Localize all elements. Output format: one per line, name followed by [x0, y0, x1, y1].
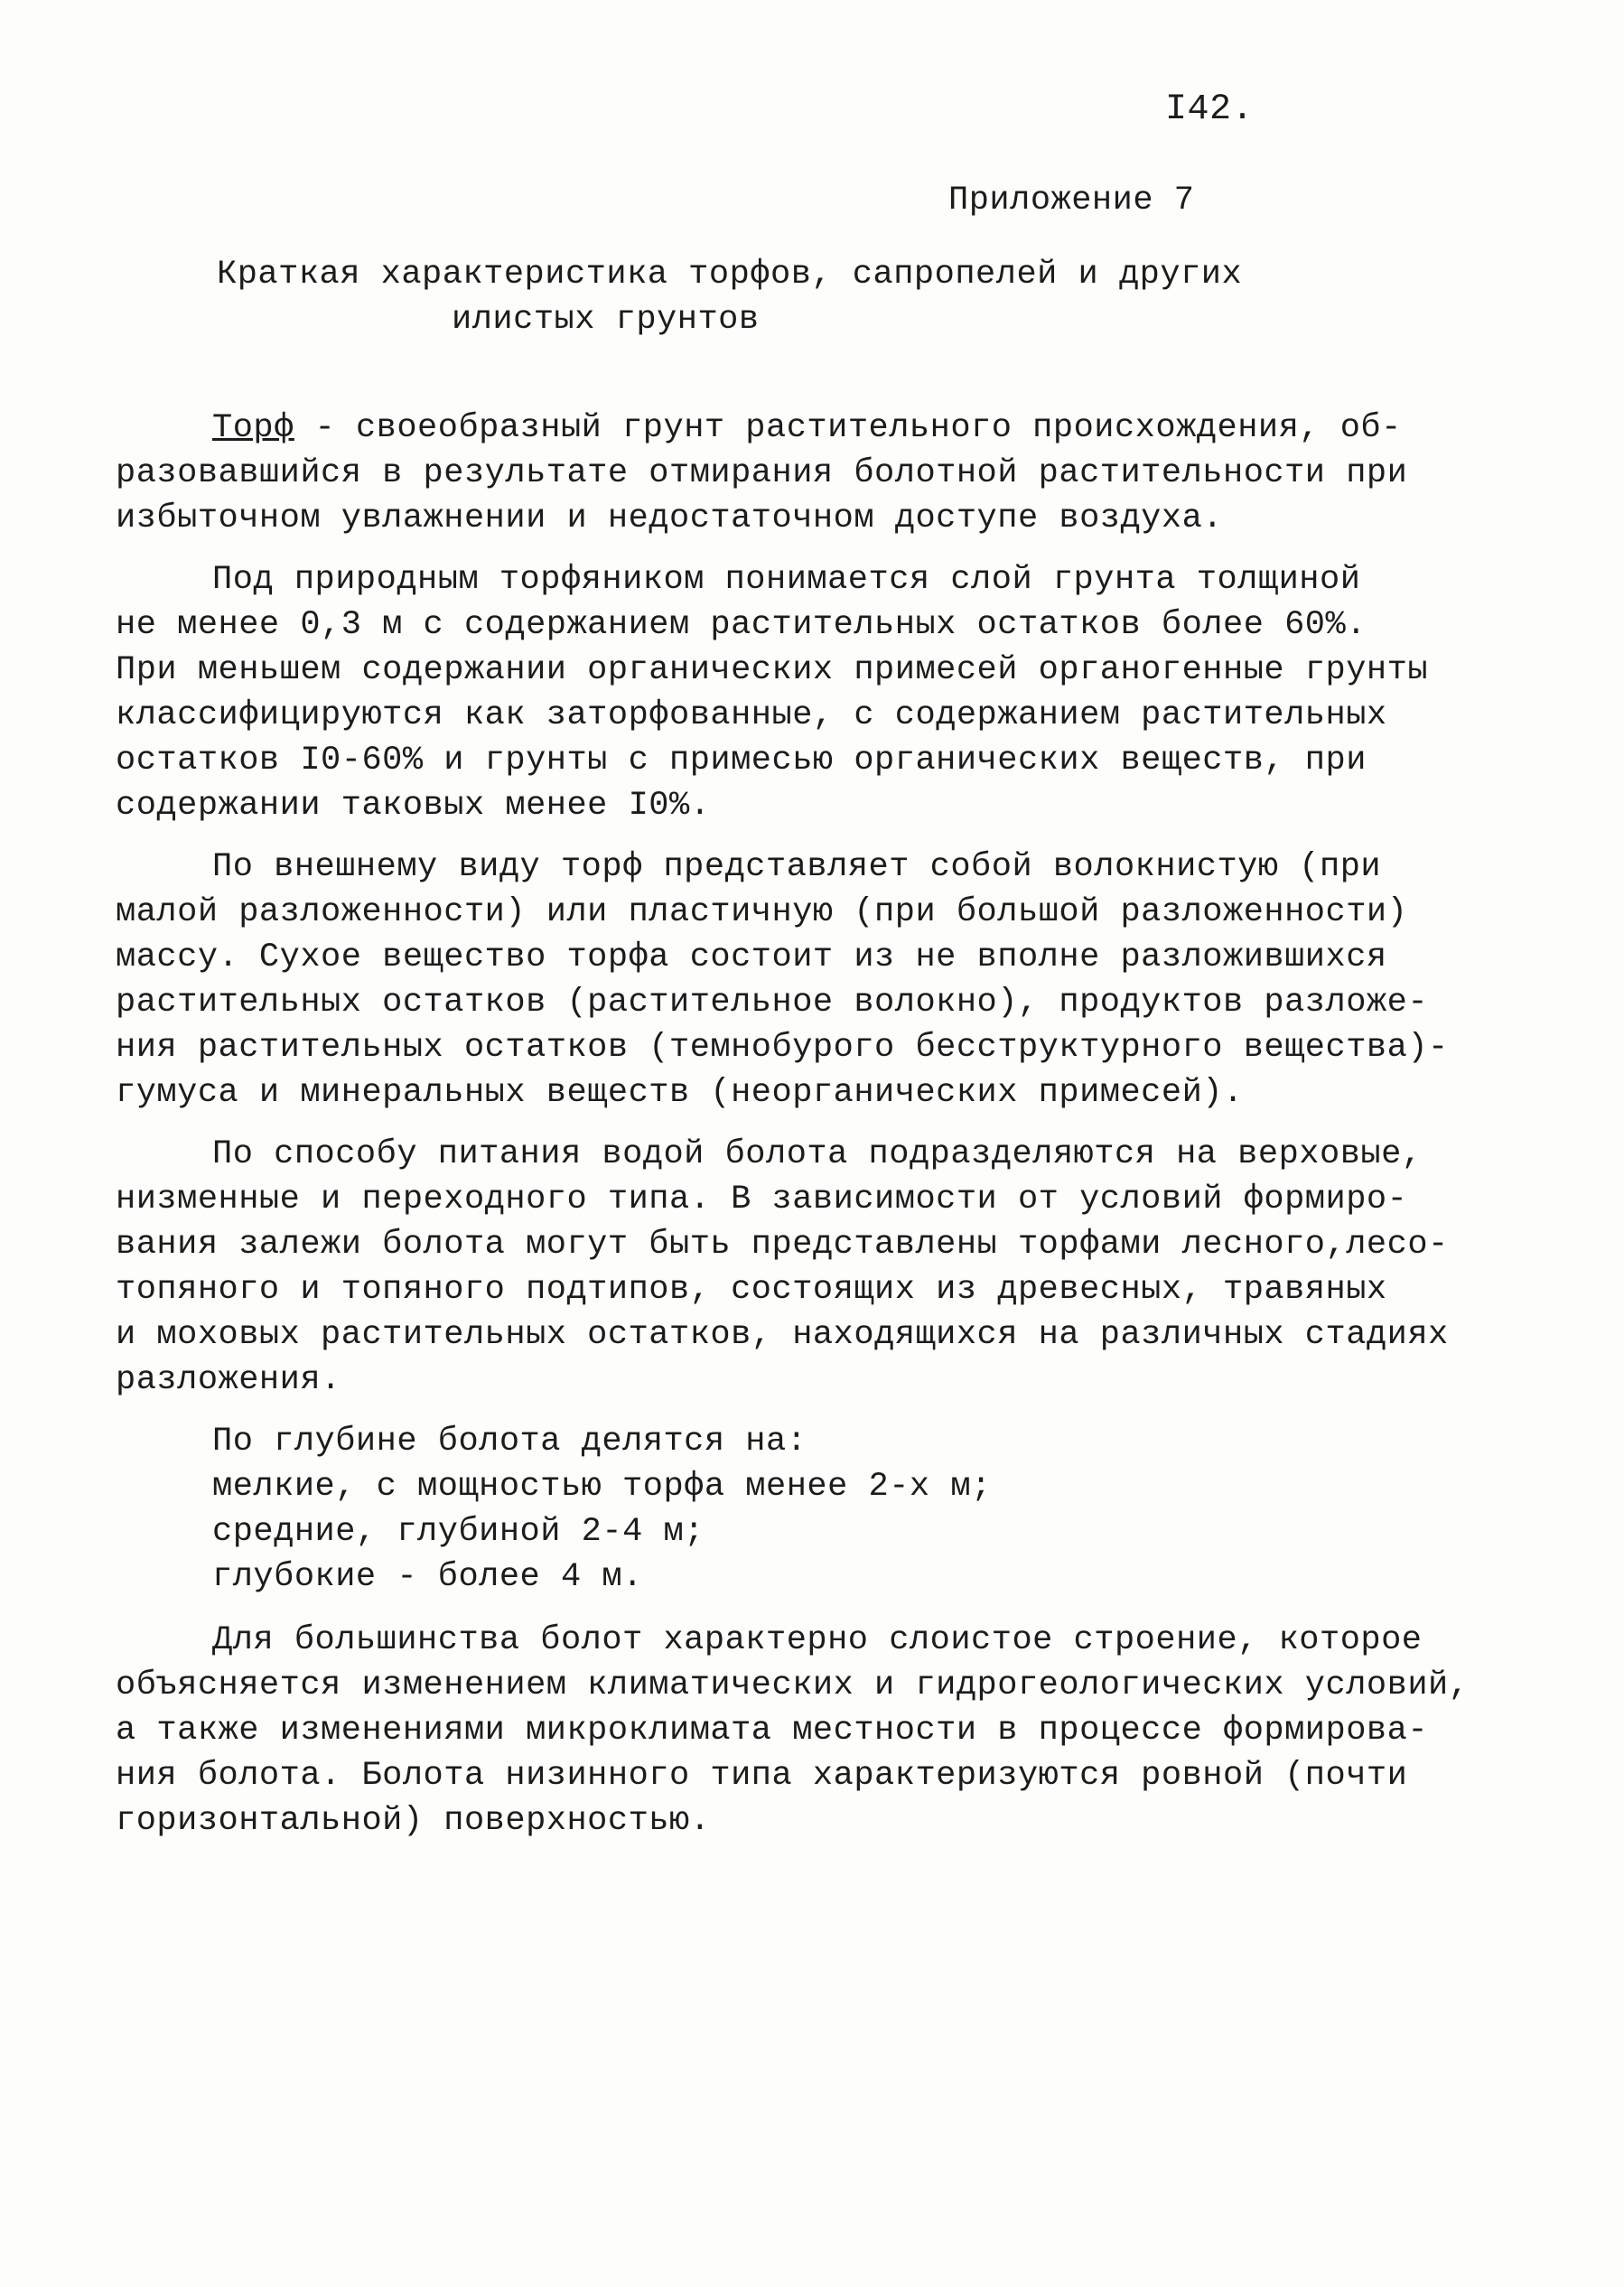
paragraph-3-line-1: По внешнему виду торф представляет собой волокнистую (при — [212, 848, 1382, 886]
paragraph-6-line-2: объясняется изменением климатических и гидрогеологических условий, — [116, 1666, 1470, 1704]
paragraph-4-line-4: топяного и топяного подтипов, состоящих из древесных, травяных — [116, 1271, 1387, 1309]
paragraph-1-line-2: разовавшийся в результате отмирания болотной растительности при — [116, 454, 1408, 492]
paragraph-3-line-3: массу. Сухое вещество торфа состоит из не вполне разложившихся — [116, 938, 1387, 976]
paragraph-6-line-5: горизонтальной) поверхностью. — [116, 1802, 711, 1840]
document-title-line-2: илистых грунтов — [452, 301, 760, 339]
paragraph-6-line-1: Для большинства болот характерно слоистое строение, которое — [212, 1621, 1423, 1659]
paragraph-4-line-3: вания залежи болота могут быть представлены торфами лесного,лесо- — [116, 1226, 1449, 1264]
paragraph-3-line-4: растительных остатков (растительное волокно), продуктов разложе- — [116, 984, 1429, 1022]
paragraph-2-line-2: не менее 0,3 м с содержанием растительных остатков более 60%. — [116, 606, 1367, 644]
appendix-label: Приложение 7 — [948, 182, 1195, 219]
document-title-line-1: Краткая характеристика торфов, сапропелей и других — [217, 256, 1243, 294]
depth-list-item-deep: глубокие - более 4 м. — [212, 1558, 643, 1596]
paragraph-2-line-6: содержании таковых менее I0%. — [116, 787, 711, 825]
paragraph-6-line-4: ния болота. Болота низинного типа характеризуются ровной (почти — [116, 1757, 1408, 1795]
paragraph-4-line-5: и моховых растительных остатков, находящихся на различных стадиях — [116, 1316, 1449, 1354]
paragraph-6-line-3: а также изменениями микроклимата местности в процессе формирова- — [116, 1712, 1429, 1750]
paragraph-3-line-5: ния растительных остатков (темнобурого бесструктурного вещества)- — [116, 1029, 1449, 1067]
paragraph-4-line-2: низменные и переходного типа. В зависимости от условий формиро- — [116, 1181, 1408, 1218]
paragraph-4-line-1: По способу питания водой болота подразделяются на верховые, — [212, 1135, 1423, 1173]
depth-list-intro: По глубине болота делятся на: — [212, 1423, 807, 1461]
depth-list-item-medium: средние, глубиной 2-4 м; — [212, 1513, 705, 1551]
paragraph-2-line-3: При меньшем содержании органических примесей органогенные грунты — [116, 651, 1429, 689]
paragraph-1-line-3: избыточном увлажнении и недостаточном доступе воздуха. — [116, 499, 1223, 537]
paragraph-2-line-4: классифицируются как заторфованные, с содержанием растительных — [116, 696, 1387, 734]
page-number: I42. — [1165, 89, 1255, 130]
paragraph-1-line-1 — [212, 408, 1402, 448]
depth-list-item-shallow: мелкие, с мощностью торфа менее 2-х м; — [212, 1468, 992, 1506]
paragraph-4-line-6: разложения. — [116, 1361, 341, 1399]
paragraph-3-line-6: гумуса и минеральных веществ (неорганических примесей). — [116, 1074, 1244, 1112]
paragraph-1-line-1-text: - своеобразный грунт растительного происхождения, об- — [294, 409, 1402, 447]
paragraph-2-line-1: Под природным торфяником понимается слой грунта толщиной — [212, 561, 1361, 599]
term-peat: Торф — [212, 409, 294, 447]
paragraph-2-line-5: остатков I0-60% и грунты с примесью органических веществ, при — [116, 742, 1367, 779]
paragraph-3-line-2: малой разложенности) или пластичную (при большой разложенности) — [116, 893, 1408, 931]
